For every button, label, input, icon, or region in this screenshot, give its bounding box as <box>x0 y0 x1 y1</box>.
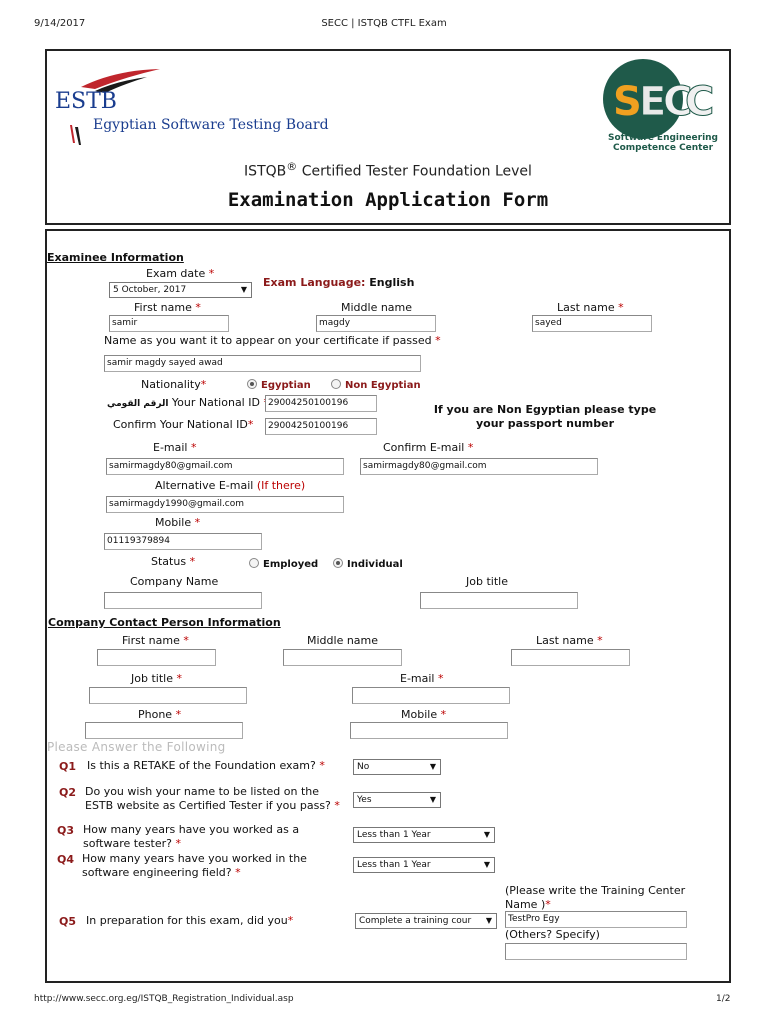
national-id-label: الرقم القومي Your National ID <box>107 396 260 409</box>
contact-last-name-label: Last name * <box>536 634 603 647</box>
others-specify-label: (Others? Specify) <box>505 928 600 941</box>
contact-middle-name-label: Middle name <box>307 634 379 647</box>
last-name-label: Last name * <box>557 301 624 314</box>
exam-date-label: Exam date * <box>146 267 215 280</box>
svg-text:S: S <box>613 79 642 125</box>
nationality-egyptian-radio[interactable]: Egyptian <box>247 379 311 391</box>
contact-email-label: E-mail * <box>400 672 444 685</box>
chevron-down-icon: ▼ <box>483 860 490 869</box>
svg-text:E: E <box>639 79 667 125</box>
confirm-email-label: Confirm E-mail * <box>383 441 474 454</box>
q3-select[interactable]: Less than 1 Year ▼ <box>353 827 495 843</box>
print-page-number: 1/2 <box>716 994 731 1004</box>
examinee-heading: Examinee Information <box>47 251 184 264</box>
confirm-id-label: Confirm Your National ID* <box>113 418 254 431</box>
contact-middle-name-input[interactable] <box>283 649 402 666</box>
contact-job-title-label: Job title * <box>131 672 182 685</box>
first-name-label: First name * <box>134 301 201 314</box>
contact-phone-input[interactable] <box>85 722 243 739</box>
training-center-input[interactable]: TestPro Egy <box>505 911 687 928</box>
mobile-input[interactable]: 01119379894 <box>104 533 262 550</box>
middle-name-input[interactable]: magdy <box>316 315 436 332</box>
q1-text: Is this a RETAKE of the Foundation exam? * <box>87 759 325 772</box>
radio-unchecked-icon <box>331 379 341 389</box>
contact-email-input[interactable] <box>352 687 510 704</box>
q1-number: Q1 <box>59 760 77 773</box>
chevron-down-icon: ▼ <box>240 285 247 294</box>
company-name-input[interactable] <box>104 592 262 609</box>
last-name-input[interactable]: sayed <box>532 315 652 332</box>
email-label: E-mail * <box>153 441 197 454</box>
estb-logo-text: ESTB <box>55 89 117 114</box>
svg-text:C: C <box>663 79 693 125</box>
contact-mobile-label: Mobile * <box>401 708 447 721</box>
chevron-down-icon: ▼ <box>429 795 436 804</box>
chevron-down-icon: ▼ <box>429 762 436 771</box>
secc-name: Software Engineering Competence Center <box>607 133 719 153</box>
q5-text: In preparation for this exam, did you* <box>86 914 294 927</box>
radio-checked-icon <box>247 379 257 389</box>
q5-number: Q5 <box>59 915 77 928</box>
nationality-label: Nationality* <box>141 378 207 391</box>
alt-email-label: Alternative E-mail (If there) <box>155 479 306 492</box>
company-name-label: Company Name <box>130 575 219 588</box>
status-individual-radio[interactable]: Individual <box>333 558 403 570</box>
contact-last-name-input[interactable] <box>511 649 630 666</box>
cert-name-input[interactable]: samir magdy sayed awad <box>104 355 421 372</box>
middle-name-label: Middle name <box>341 301 413 314</box>
page-subtitle: ISTQB® Certified Tester Foundation Level <box>244 160 532 180</box>
print-url: http://www.secc.org.eg/ISTQB_Registration_Individual.asp <box>34 994 294 1004</box>
q4-text: How many years have you worked in the software engineering field? * <box>82 852 307 879</box>
job-title-input[interactable] <box>420 592 578 609</box>
print-title: SECC | ISTQB CTFL Exam <box>321 18 447 29</box>
contact-phone-label: Phone * <box>138 708 182 721</box>
print-date: 9/14/2017 <box>34 18 86 29</box>
passport-note: If you are Non Egyptian please type your passport number <box>433 403 657 430</box>
estb-name: Egyptian Software Testing Board <box>93 117 329 133</box>
q5-select[interactable]: Complete a training cour ▼ <box>355 913 497 929</box>
page-title: Examination Application Form <box>227 189 549 211</box>
contact-first-name-label: First name * <box>122 634 189 647</box>
q2-number: Q2 <box>59 786 77 799</box>
national-id-input[interactable]: 29004250100196 <box>265 395 377 412</box>
status-employed-radio[interactable]: Employed <box>249 558 318 570</box>
exam-date-select[interactable]: 5 October, 2017 ▼ <box>109 282 252 298</box>
exam-language: Exam Language: English <box>263 276 415 289</box>
secc-logo-icon <box>599 59 719 139</box>
contact-heading: Company Contact Person Information <box>48 616 281 629</box>
q4-number: Q4 <box>57 853 75 866</box>
q3-number: Q3 <box>57 824 75 837</box>
alt-email-input[interactable]: samirmagdy1990@gmail.com <box>106 496 344 513</box>
q4-select[interactable]: Less than 1 Year ▼ <box>353 857 495 873</box>
q2-select[interactable]: Yes ▼ <box>353 792 441 808</box>
contact-job-title-input[interactable] <box>89 687 247 704</box>
svg-text:C: C <box>685 79 715 125</box>
chevron-down-icon: ▼ <box>485 916 492 925</box>
contact-first-name-input[interactable] <box>97 649 216 666</box>
banner <box>45 49 731 225</box>
first-name-input[interactable]: samir <box>109 315 229 332</box>
confirm-email-input[interactable]: samirmagdy80@gmail.com <box>360 458 598 475</box>
chevron-down-icon: ▼ <box>483 830 490 839</box>
q1-select[interactable]: No ▼ <box>353 759 441 775</box>
q2-text: Do you wish your name to be listed on the ESTB website as Certified Tester if you pass? * <box>85 785 340 812</box>
others-specify-input[interactable] <box>505 943 687 960</box>
mobile-label: Mobile * <box>155 516 201 529</box>
job-title-label: Job title <box>466 575 508 588</box>
cert-name-label: Name as you want it to appear on your certificate if passed * <box>104 334 441 347</box>
radio-checked-icon <box>333 558 343 568</box>
training-center-label: (Please write the Training Center Name )* <box>505 884 686 911</box>
questions-heading: Please Answer the Following <box>47 740 226 754</box>
status-label: Status * <box>151 555 196 568</box>
nationality-non-egyptian-radio[interactable]: Non Egyptian <box>331 379 421 391</box>
radio-unchecked-icon <box>249 558 259 568</box>
q3-text: How many years have you worked as a software tester? * <box>83 823 300 850</box>
email-input[interactable]: samirmagdy80@gmail.com <box>106 458 344 475</box>
confirm-id-input[interactable]: 29004250100196 <box>265 418 377 435</box>
contact-mobile-input[interactable] <box>350 722 508 739</box>
